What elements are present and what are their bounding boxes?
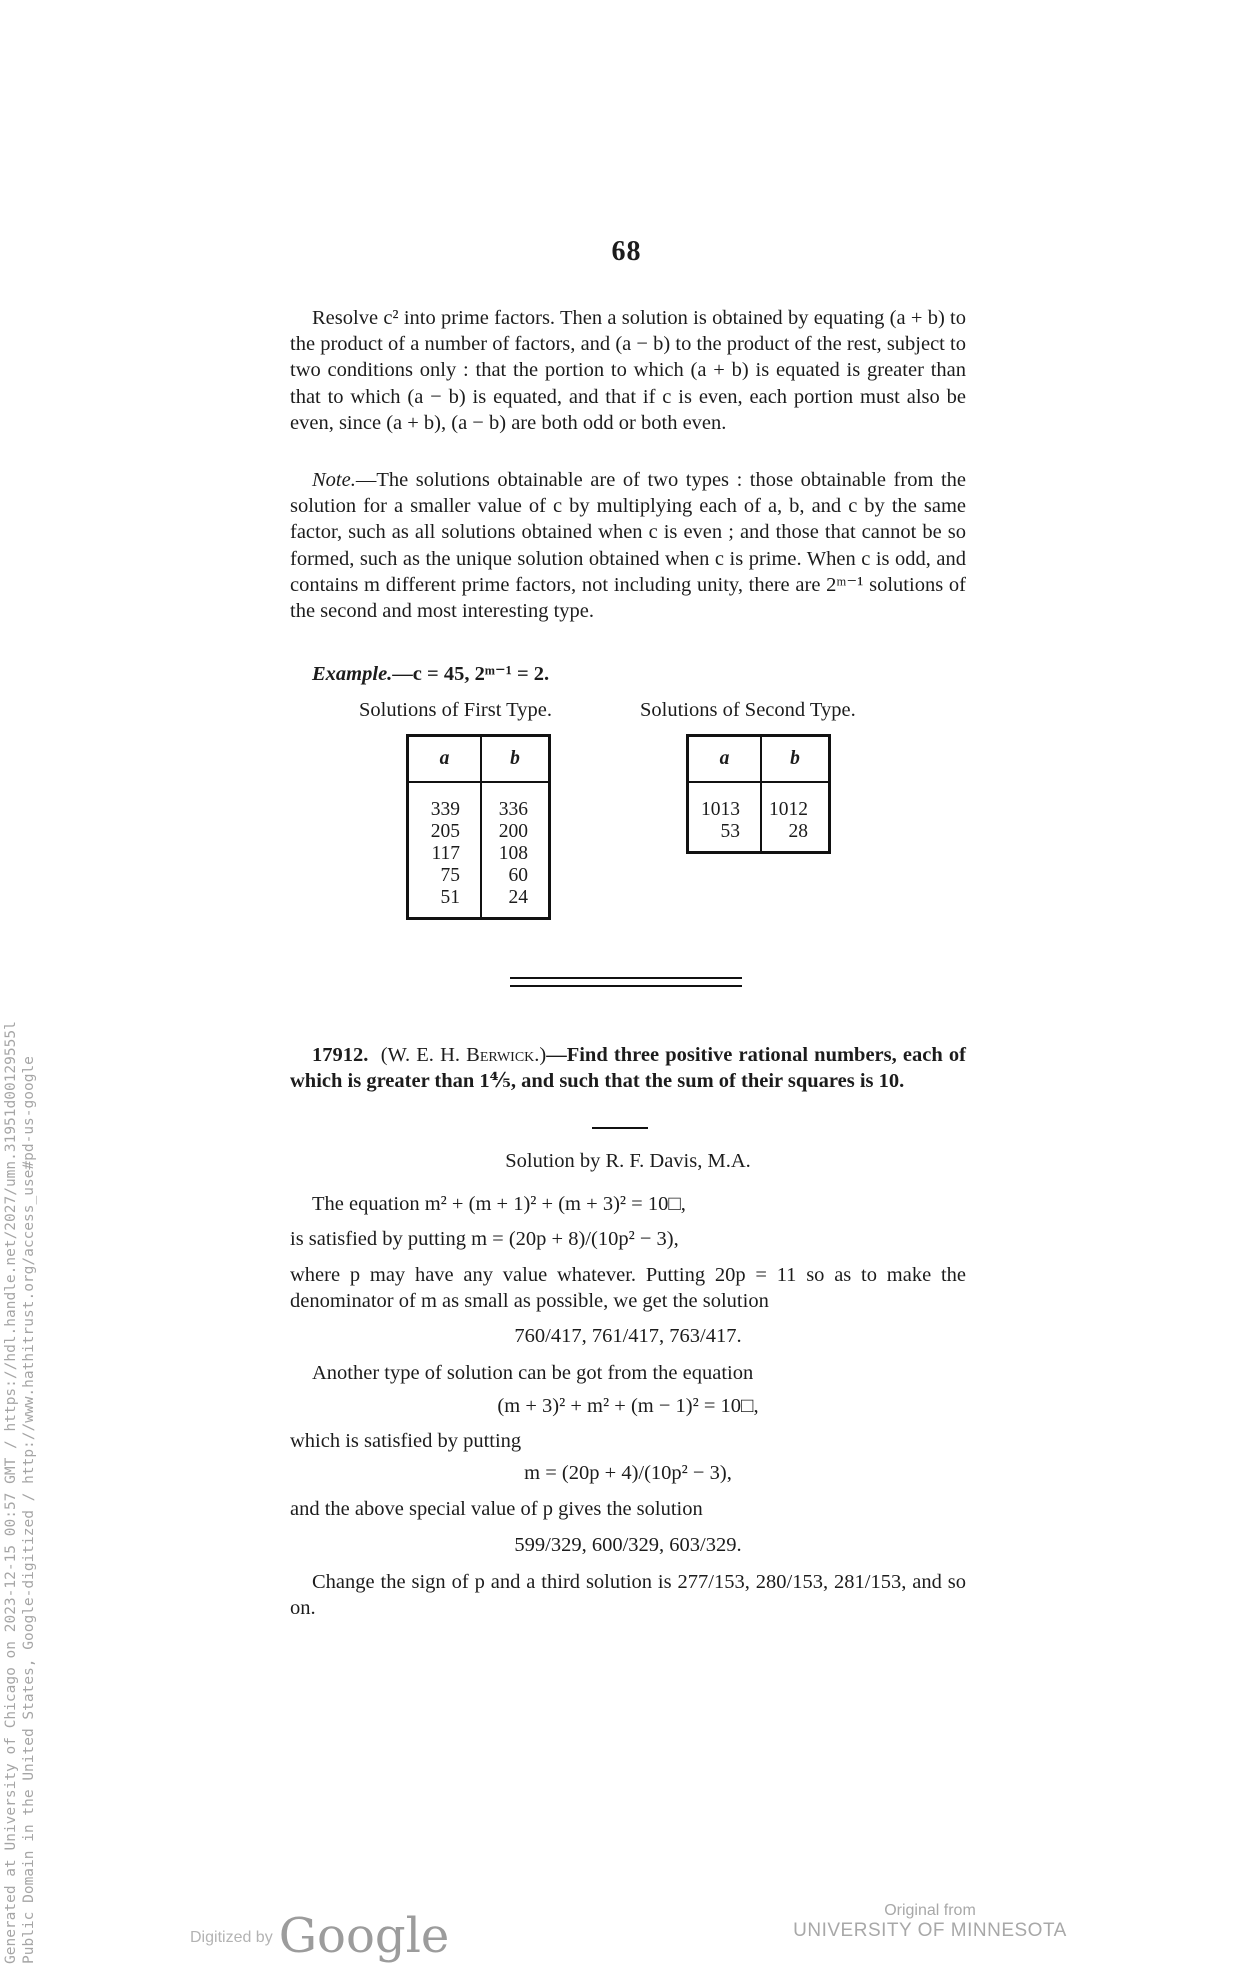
table-cell: 205	[430, 821, 460, 842]
table2-caption: Solutions of Second Type.	[640, 699, 856, 721]
question-author: (W. E. H. Berwick.)	[380, 1044, 547, 1066]
solution-result-1: 760/417, 761/417, 763/417.	[514, 1325, 742, 1347]
column-header-b: b	[481, 736, 550, 783]
table-cell: 1012	[769, 799, 808, 820]
table-cell: 60	[508, 865, 528, 886]
example-label: Example.	[312, 663, 393, 685]
table-cell: 336	[498, 799, 528, 820]
question-number: 17912.	[312, 1044, 369, 1066]
question-text: —Find three positive rational numbers, each of which is greater than 1⅘, and such that the sum of their squares is 10.	[290, 1044, 966, 1093]
solution-result-2: 599/329, 600/329, 603/329.	[514, 1534, 742, 1556]
short-divider	[592, 1127, 648, 1129]
table-cell: 24	[508, 887, 528, 908]
column-header-b: b	[761, 736, 830, 783]
digitized-by-google	[190, 1908, 449, 1964]
column-a-values	[408, 782, 482, 919]
equation-line-3: (m + 3)² + m² + (m − 1)² = 10□,	[497, 1395, 759, 1417]
paragraph-resolve	[290, 305, 966, 436]
paragraph-text: Resolve c² into prime factors. Then a solution is obtained by equating (a + b) to the product of a number of factors, and (a − b) to the product of the rest, subject to two conditions only : that the portion to which (a + b) is equated is greater than that to which (a − b) is equated, and that if c is even, each portion must also be even, since (a + b), (a − b) are both odd or both even.	[290, 307, 966, 434]
table-cell: 108	[498, 843, 528, 864]
equation-line-2: is satisfied by putting m = (20p + 8)/(10p² − 3),	[290, 1228, 679, 1250]
solution-byline: Solution by R. F. Davis, M.A.	[505, 1150, 751, 1172]
solution-paragraph-4: and the above special value of p gives the solution	[290, 1498, 703, 1520]
column-header-a: a	[408, 736, 482, 783]
digitized-by-label: Digitized by	[190, 1929, 273, 1946]
stamp-line-1: Generated at University of Chicago on 2023-12-15 00:57 GMT / https://hdl.handle.net/2027/umn.31951d00129555l	[3, 1021, 19, 1964]
table-cell: 53	[720, 821, 740, 842]
equation-line-4: m = (20p + 4)/(10p² − 3),	[524, 1462, 732, 1484]
table-cell: 75	[440, 865, 460, 886]
original-from-label: Original from	[884, 1902, 976, 1919]
university-name: UNIVERSITY OF MINNESOTA	[793, 1920, 1067, 1941]
equation-line-1: The equation m² + (m + 1)² + (m + 3)² = 10□,	[312, 1193, 686, 1215]
table1-caption: Solutions of First Type.	[359, 699, 552, 721]
table-cell: 117	[431, 843, 460, 864]
stamp-line-2: Public Domain in the United States, Google-digitized / http://www.hathitrust.org/access_use#pd-us-google	[21, 1056, 37, 1964]
google-logo: Google	[278, 1908, 450, 1964]
example-text: —c = 45, 2ᵐ⁻¹ = 2.	[392, 663, 550, 685]
question-paragraph	[290, 1042, 966, 1094]
section-divider	[510, 977, 742, 987]
solution-paragraph-2: Another type of solution can be got from the equation	[312, 1362, 754, 1384]
table-cell: 200	[498, 821, 528, 842]
column-b-values	[481, 782, 550, 919]
note-text: —The solutions obtainable are of two types : those obtainable from the solution for a smaller value of c by multiplying each of a, b, and c by the same factor, such as all solutions obtained when c is even ; and those that cannot be so formed, such as the unique solution obtained when c is prime. When c is odd, and contains m different prime factors, not including unity, there are 2ᵐ⁻¹ solutions of the second and most interesting type.	[290, 469, 966, 623]
solution-paragraph-1: where p may have any value whatever. Putting 20p = 11 so as to make the denominator of m as small as possible, we get the solution	[290, 1264, 966, 1313]
table-cell: 51	[440, 887, 460, 908]
solution-paragraph-5-text: Change the sign of p and a third solution is 277/153, 280/153, 281/153, and so on.	[290, 1571, 966, 1620]
table-cell: 339	[430, 799, 460, 820]
note-label: Note.	[312, 469, 356, 491]
table-cell: 1013	[701, 799, 740, 820]
provenance-stamp	[2, 1021, 38, 1964]
solution-paragraph-5	[290, 1569, 966, 1621]
column-b-values	[761, 782, 830, 853]
column-header-a: a	[688, 736, 762, 783]
example-line	[312, 661, 549, 686]
page-number: 68	[611, 236, 642, 267]
column-a-values	[688, 782, 762, 853]
table-cell: 28	[788, 821, 808, 842]
table-first-type	[406, 734, 551, 920]
original-from-block	[780, 1902, 1080, 1942]
note-paragraph	[290, 467, 966, 624]
table-second-type	[686, 734, 831, 854]
solution-paragraph-3: which is satisfied by putting	[290, 1430, 522, 1452]
